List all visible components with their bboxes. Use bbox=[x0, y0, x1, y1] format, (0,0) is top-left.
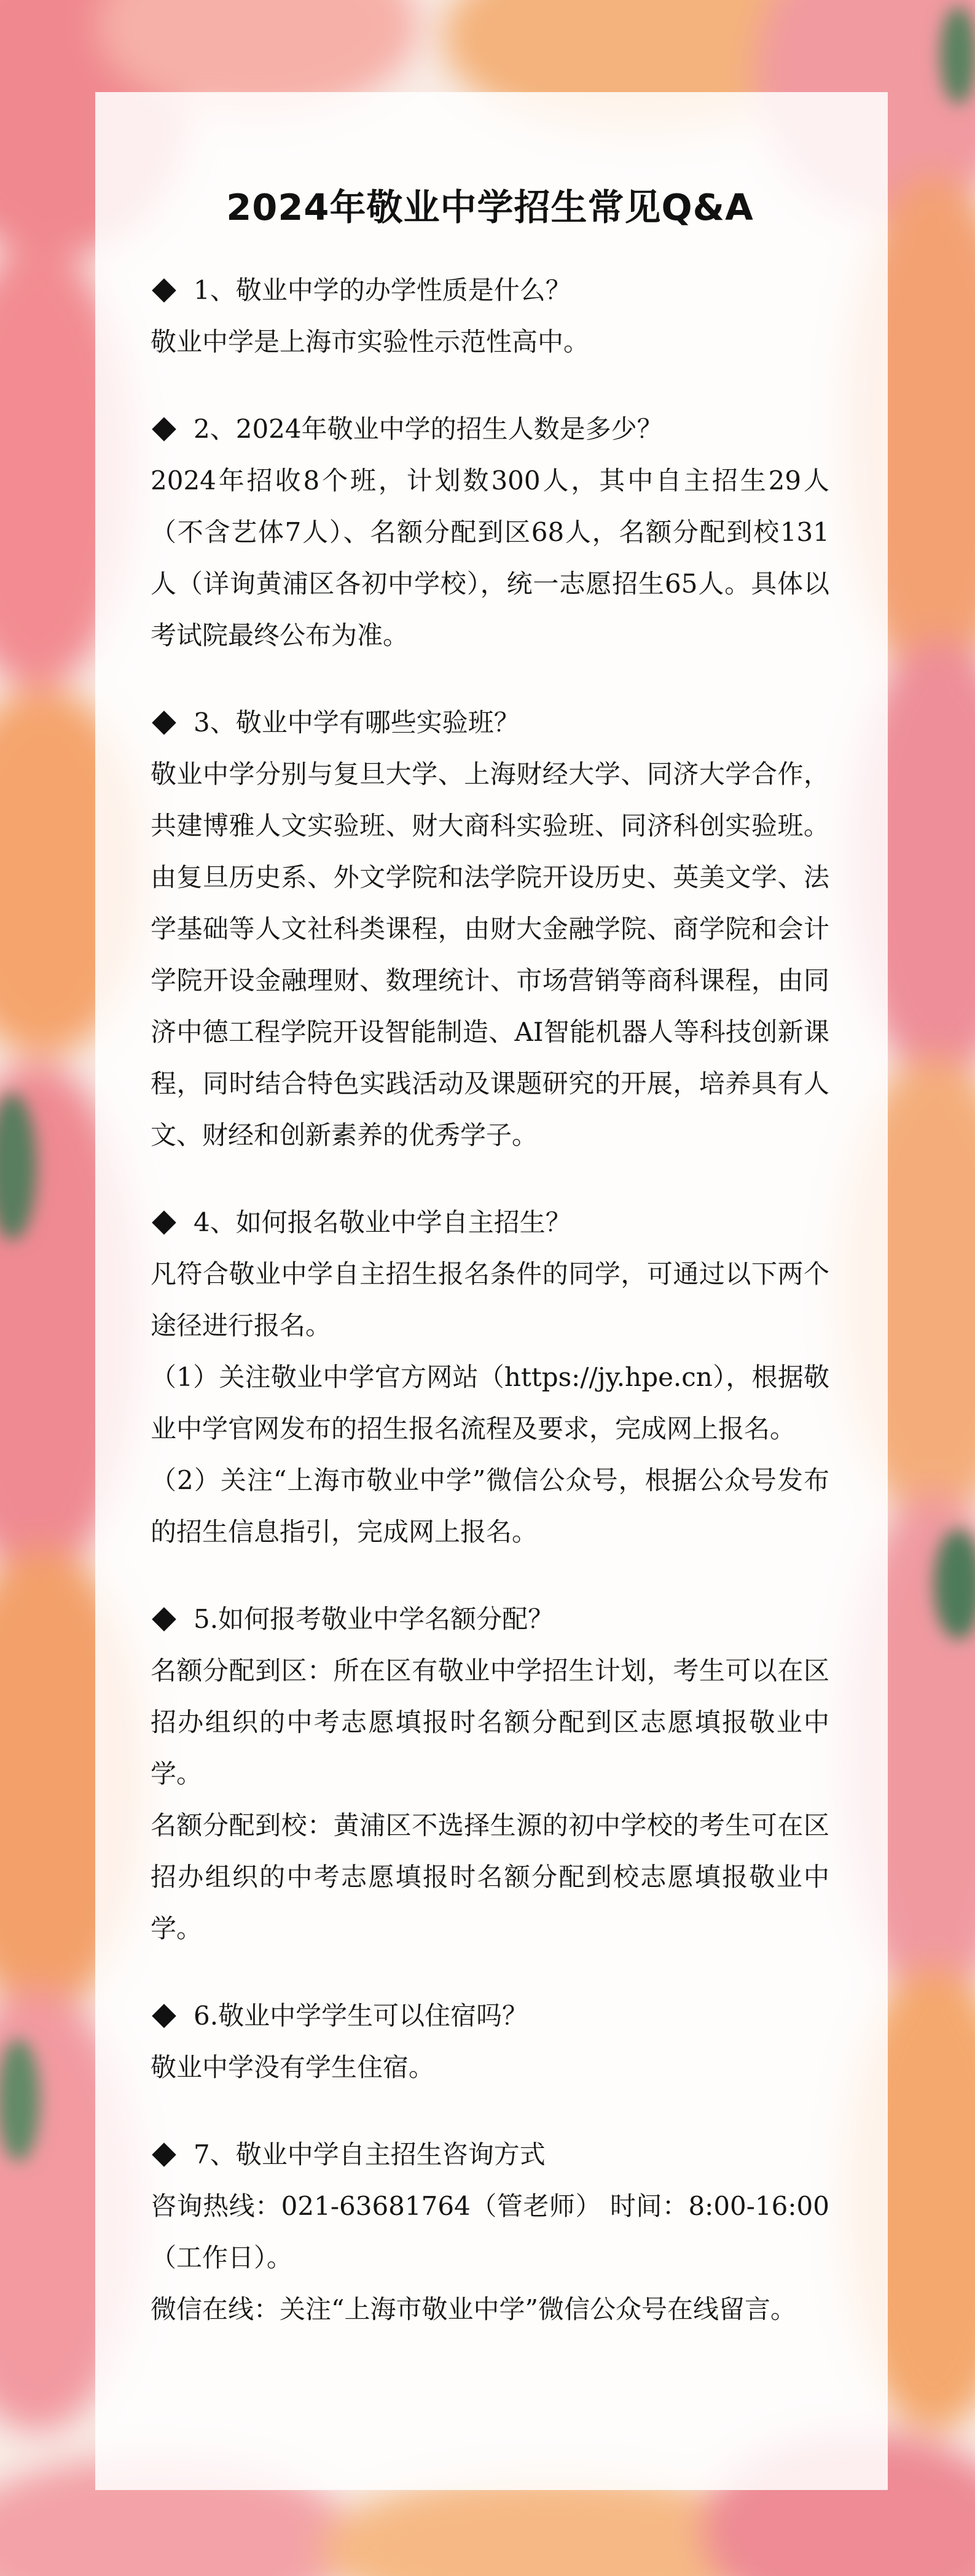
diamond-bullet-icon bbox=[152, 710, 176, 735]
question-heading bbox=[151, 2129, 829, 2181]
qa-list bbox=[151, 265, 829, 2335]
answer-paragraph: 名额分配到区：所在区有敬业中学招生计划，考生可以在区招办组织的中考志愿填报时名额分配到区志愿填报敬业中学。 bbox=[151, 1656, 829, 1789]
diamond-bullet-icon bbox=[152, 2142, 176, 2167]
question-heading bbox=[151, 697, 829, 749]
answer-paragraph: 敬业中学没有学生住宿。 bbox=[151, 2052, 435, 2082]
answer-paragraph-wechat: 微信在线：关注“上海市敬业中学”微信公众号在线留言。 bbox=[151, 2294, 796, 2324]
question-heading bbox=[151, 1990, 829, 2042]
diamond-bullet-icon bbox=[152, 1210, 176, 1235]
diamond-bullet-icon bbox=[152, 1607, 176, 1632]
diamond-bullet-icon bbox=[152, 2004, 176, 2028]
answer-paragraph-website: （1）关注敬业中学官方网站（https://jy.hpe.cn），根据敬业中学官网发布的招生报名流程及要求，完成网上报名。 bbox=[151, 1362, 829, 1444]
diamond-bullet-icon bbox=[152, 417, 176, 442]
qa-item-5 bbox=[151, 1593, 829, 1955]
answer-paragraph-hotline: 咨询热线：021-63681764（管老师） 时间：8:00-16:00（工作日）。 bbox=[151, 2191, 829, 2273]
answer-paragraph: 2024年招收8个班，计划数300人，其中自主招生29人（不含艺体7人）、名额分配到区68人，名额分配到校131人（详询黄浦区各初中学校），统一志愿招生65人。具体以考试院最终公布为准。 bbox=[151, 465, 829, 650]
answer-paragraph: 名额分配到校：黄浦区不选择生源的初中学校的考生可在区招办组织的中考志愿填报时名额分配到校志愿填报敬业中学。 bbox=[151, 1810, 829, 1944]
question-heading bbox=[151, 265, 829, 316]
question-text: 1、敬业中学的办学性质是什么？ bbox=[194, 275, 571, 305]
question-heading bbox=[151, 1197, 829, 1248]
question-text: 2、2024年敬业中学的招生人数是多少？ bbox=[194, 414, 663, 444]
answer-paragraph: 敬业中学是上海市实验性示范性高中。 bbox=[151, 327, 590, 357]
question-text: 4、如何报名敬业中学自主招生？ bbox=[194, 1207, 571, 1237]
question-text: 7、敬业中学自主招生咨询方式 bbox=[194, 2139, 546, 2169]
answer-paragraph-wechat: （2）关注“上海市敬业中学”微信公众号，根据公众号发布的招生信息指引，完成网上报名。 bbox=[151, 1465, 829, 1547]
question-heading bbox=[151, 1593, 829, 1645]
question-text: 6.敬业中学学生可以住宿吗？ bbox=[194, 2001, 528, 2031]
question-heading bbox=[151, 403, 829, 455]
diamond-bullet-icon bbox=[152, 278, 176, 303]
qa-item-7 bbox=[151, 2129, 829, 2335]
question-text: 5.如何报考敬业中学名额分配？ bbox=[194, 1604, 554, 1634]
answer-paragraph: 敬业中学分别与复旦大学、上海财经大学、同济大学合作，共建博雅人文实验班、财大商科实验班、同济科创实验班。由复旦历史系、外文学院和法学院开设历史、英美文学、法学基础等人文社科类课程，由财大金融学院、商学院和会计学院开设金融理财、数理统计、市场营销等商科课程，由同济中德工程学院开设智能制造、AI智能机器人等科技创新课程，同时结合特色实践活动及课题研究的开展，培养具有人文、财经和创新素养的优秀学子。 bbox=[151, 759, 829, 1150]
qa-item-1 bbox=[151, 265, 829, 368]
qa-item-4 bbox=[151, 1197, 829, 1558]
qa-item-3 bbox=[151, 697, 829, 1161]
content-panel bbox=[95, 92, 888, 2490]
qa-item-2 bbox=[151, 403, 829, 661]
question-text: 3、敬业中学有哪些实验班？ bbox=[194, 707, 520, 737]
page-title: 2024年敬业中学招生常见Q&A bbox=[226, 186, 754, 228]
answer-paragraph: 凡符合敬业中学自主招生报名条件的同学，可通过以下两个途径进行报名。 bbox=[151, 1259, 829, 1341]
qa-item-6 bbox=[151, 1990, 829, 2093]
